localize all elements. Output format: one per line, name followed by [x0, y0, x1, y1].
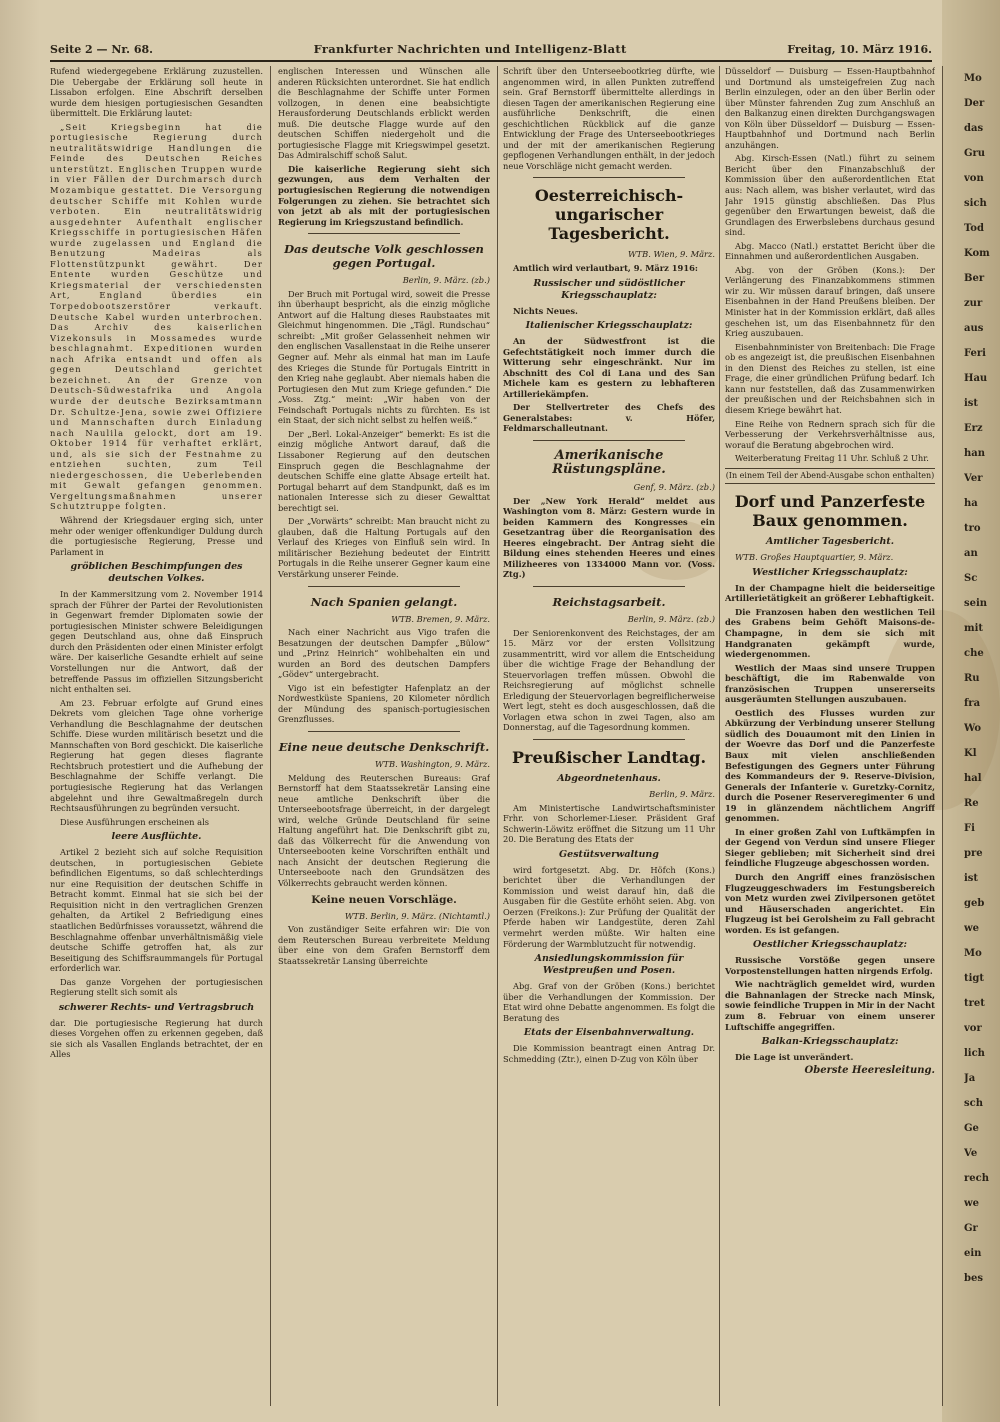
article-separator	[533, 586, 685, 587]
subheading: gröblichen Beschimpfungen des deutschen Volkes.	[70, 561, 243, 585]
paragraph: Westlich der Maas sind unsere Truppen beschäftigt, die im Rabenwalde von französischen Truppen unsererseits ausgeräumten Stellungen auszubauen.	[725, 662, 935, 705]
newspaper-title: Frankfurter Nachrichten und Intelligenz-Blatt	[313, 42, 627, 56]
article-headline: Amerikanische Rüstungspläne.	[552, 448, 666, 478]
paragraph: An der Südwestfront ist die Gefechtstätigkeit noch immer durch die Witterung sehr eingeschränkt. Nur im Abschnitt des Col di Lana und des San Michele kam es gestern zu lebhafteren Artilleriekämpfen.	[503, 336, 715, 399]
cutoff-line-fragment: Der	[964, 98, 985, 109]
paragraph: Rufend wiedergegebene Erklärung zuzustellen. Die Uebergabe der Erklärung soll heute in Lissabon erfolgen. Eine Abschrift derselben wurde dem hiesigen portugiesischen Gesandten übermittelt. Die Erklärung lautet:	[50, 66, 263, 119]
column-1	[50, 66, 263, 1406]
page-number: Seite 2 — Nr. 68.	[50, 42, 153, 56]
cutoff-line-fragment: han	[964, 448, 986, 459]
subheading: Gestütsverwaltung	[559, 848, 659, 860]
article-separator	[533, 177, 685, 178]
paragraph: Eisenbahnminister von Breitenbach: Die Frage ob es angezeigt ist, die preußischen Eisenbahnen in den Dienst des Reiches zu stellen, ist eine Frage, die einer gründlichen Prüfung bedarf. Ich kann nur feststellen, daß das Zusammenwirken der preußischen und der Reichsbahnen sich in diesem Kriege bewährt hat.	[725, 341, 935, 415]
cutoff-line-fragment: Fi	[964, 823, 975, 834]
cutoff-line-fragment: rech	[964, 1173, 989, 1184]
paragraph: Der Stellvertreter des Chefs des Generalstabes: v. Höfer, Feldmarschalleutnant.	[503, 402, 715, 434]
dateline: Berlin, 9. März. (zb.)	[627, 613, 715, 624]
cutoff-line-fragment: geb	[964, 898, 985, 909]
cutoff-line-fragment: Gr	[964, 1223, 978, 1234]
paragraph: „Seit Kriegsbeginn hat die portugiesische Regierung durch neutralitätswidrige Handlungen die Feinde des Deutschen Reiches unterstützt. Englischen Truppen wurde in vier Fällen der Durchmarsch durch Mozambique gestattet. Die Versorgung deutscher Schiffe mit Kohlen wurde verboten. Ein neutralitätswidrig ausgedehnter Aufenthalt englischer Kriegsschiffe in portugiesischen Häfen wurde zugelassen und England die Benutzung Madeiras als Flottenstützpunkt gewährt. Der Entente wurden Geschütze und Kriegsmaterial der verschiedensten Art, England überdies ein Torpedobootszerstörer verkauft. Deutsche Kabel wurden unterbrochen. Das Archiv des kaiserlichen Vizekonsuls in Mossamedes wurde beschlagnahmt. Expeditionen wurden nach Afrika entsandt und offen als gegen Deutschland gerichtet bezeichnet. An der Grenze von Deutsch-Südwestafrika und Angola wurde der deutsche Bezirksamtmann Dr. Schultze-Jena, sowie zwei Offiziere und Mannschaften durch Einladung nach Naulila gelockt, dort am 19. Oktober 1914 für verhaftet erklärt, und, als sie sich der Festnahme zu entziehen suchten, zum Teil niedergeschossen, die Ueberlebenden mit Gewalt gefangen genommen. Vergeltungsmaßnahmen unserer Schutztruppe folgten.	[50, 121, 263, 512]
paragraph: Durch den Angriff eines französischen Flugzeuggeschwaders im Festungsbereich von Metz wurden zwei Zivilpersonen getötet und Häuserschaden angerichtet. Ein Flugzeug ist bei Gerolsheim zu Fall gebracht worden. Es ist gefangen.	[725, 872, 935, 935]
cutoff-line-fragment: Ver	[964, 473, 983, 484]
paragraph: englischen Interessen und Wünschen alle anderen Rücksichten unterordnet. Sie hat endlich die Beschlagnahme der Schiffe unter Formen vollzogen, in denen eine beabsichtigte Herausforderung Deutschlands erblickt werden muß. Die deutsche Flagge wurde auf den deutschen Schiffen niedergeholt und die portugiesische Flagge mit Kriegswimpel gesetzt. Das Admiralschiff schoß Salut.	[278, 66, 490, 161]
dateline: WTB. Wien, 9. März.	[628, 249, 715, 260]
cutoff-line-fragment: tro	[964, 523, 981, 534]
cutoff-line-fragment: das	[964, 123, 984, 134]
subheading: Ansiedlungskommission für Westpreußen und Posen.	[534, 953, 684, 977]
column-divider	[270, 66, 271, 1406]
article-separator	[533, 739, 685, 740]
dateline: WTB. Washington, 9. März.	[374, 758, 490, 769]
paragraph: Nichts Neues.	[513, 305, 578, 316]
subheading: Oestlicher Kriegsschauplatz:	[752, 939, 908, 951]
cutoff-line-fragment: lich	[964, 1048, 985, 1059]
paragraph: dar. Die portugiesische Regierung hat durch dieses Vorgehen offen zu erkennen gegeben, daß sie sich als Vasallen Englands betrachtet, der en Alles	[50, 1017, 263, 1060]
cutoff-line-fragment: Mo	[964, 948, 982, 959]
cutoff-line-fragment: Kom	[964, 248, 990, 259]
issue-date: Freitag, 10. März 1916.	[787, 42, 932, 56]
paragraph: Die Kommission beantragt einen Antrag Dr. Schmedding (Ztr.), einen D-Zug von Köln über	[503, 1043, 715, 1064]
article-separator	[308, 586, 460, 587]
signature: Oberste Heeresleitung.	[804, 1064, 935, 1076]
paragraph: Am Ministertische Landwirtschaftsminister Frhr. von Schorlemer-Lieser. Präsident Graf Schwerin-Löwitz eröffnet die Sitzung um 11 Uhr 20. Die Beratung des Etats der	[503, 802, 715, 845]
dateline: WTB. Berlin, 9. März. (Nichtamtl.)	[344, 910, 490, 921]
subheading: Abgeordnetenhaus.	[557, 772, 661, 784]
column-divider	[497, 66, 498, 1406]
cutoff-line-fragment: Ge	[964, 1123, 979, 1134]
paragraph: Düsseldorf — Duisburg — Essen-Hauptbahnhof und Dortmund als umsteigefreien Zug nach Berlin einzulegen, oder an den über Berlin oder über Münster fahrenden Zug zum Anschluß an den Balkanzug einen direkten Durchgangswagen von Köln über Düsseldorf — Duisburg — Essen-Hauptbahnhof und Dortmund nach Berlin anzuhängen.	[725, 66, 935, 150]
cutoff-line-fragment: ist	[964, 398, 979, 409]
column-4	[725, 66, 935, 1406]
subheading: leere Ausflüchte.	[111, 831, 202, 843]
article-headline: Dorf und Panzerfeste Baux genommen.	[734, 492, 926, 531]
dateline: WTB. Großes Hauptquartier, 9. März.	[735, 552, 894, 563]
paragraph: Weiterberatung Freitag 11 Uhr. Schluß 2 Uhr.	[735, 453, 929, 464]
cutoff-line-fragment: Ru	[964, 673, 980, 684]
dateline: WTB. Bremen, 9. März.	[391, 613, 490, 624]
cutoff-line-fragment: pre	[964, 848, 983, 859]
paragraph: In der Champagne hielt die beiderseitige Artillerietätigkeit an größerer Lebhaftigkeit.	[725, 582, 935, 604]
article-separator	[308, 233, 460, 234]
cutoff-line-fragment: hal	[964, 773, 982, 784]
cutoff-line-fragment: we	[964, 923, 979, 934]
paragraph: Abg. Kirsch-Essen (Natl.) führt zu seinem Bericht über den Finanzabschluß der Kommission über den außerordentlichen Etat aus: Nach allem, was bisher verlautet, wird das Jahr 1915 günstig abschließen. Das Plus gegenüber den Erwartungen beweist, daß die Grundlagen des Erwerbslebens durchaus gesund sind.	[725, 153, 935, 238]
article-headline: Reichstagsarbeit.	[552, 594, 666, 609]
paragraph: Der „Berl. Lokal-Anzeiger“ bemerkt: Es ist die einzig mögliche Antwort darauf, daß die Lissaboner Regierung auf den deutschen Einspruch gegen die Beschlagnahme der deutschen Schiffe eine glatte Absage erteilt hat. Portugal beharrt auf dem Standpunkt, daß es im nationalen Interesse sich zu dieser Gewalttat berechtigt sei.	[278, 428, 490, 513]
paragraph: Abg. Macco (Natl.) erstattet Bericht über die Einnahmen und außerordentlichen Ausgaben.	[725, 240, 935, 262]
paragraph: Der „New York Herald“ meldet aus Washington vom 8. März: Gestern wurde in beiden Kammern des Kongresses ein Gesetzantrag über die Reorganisation des Heeres eingebracht. Der Antrag sieht die Bildung eines stehenden Heeres und eines Milizheeres von 1334000 Mann vor. (Voss. Ztg.)	[503, 495, 715, 580]
paragraph: Russische Vorstöße gegen unsere Vorpostenstellungen hatten nirgends Erfolg.	[725, 955, 935, 976]
paragraph: In der Kammersitzung vom 2. November 1914 sprach der Führer der Partei der Revolutionisten in Gegenwart fremder Diplomaten sowie der portugiesischen Minister schwere Beleidigungen gegen Deutschland aus, ohne daß Einspruch durch den Präsidenten oder einen Minister erfolgt wäre. Der kaiserliche Gesandte erhielt auf seine Vorstellungen nur die Antwort, daß der betreffende Passus im offiziellen Sitzungsbericht nicht enthalten sei.	[50, 589, 263, 695]
cutoff-line-fragment: Re	[964, 798, 979, 809]
article-headline: Das deutsche Volk geschlossen gegen Portugal.	[284, 242, 484, 271]
cutoff-line-fragment: sein	[964, 598, 988, 609]
cutoff-line-fragment: von	[964, 173, 984, 184]
cutoff-line-fragment: Tod	[964, 223, 984, 234]
column-divider	[719, 66, 720, 1406]
cutoff-line-fragment: sch	[964, 1098, 983, 1109]
article-headline: Eine neue deutsche Denkschrift.	[278, 739, 490, 754]
paragraph: Oestlich des Flusses wurden zur Abkürzung der Verbindung unserer Stellung südlich des Douaumont mit den Linien in der Woevre das Dorf und die Panzerfeste Baux mit vielen anschließenden Befestigungen des Gegners unter Führung des Kommandeurs der 9. Reserve-Division, Generals der Infanterie v. Guretzky-Cornitz, durch die Posener Reserveregimenter 6 und 19 in glänzendem nächtlichem Angriff genommen.	[725, 707, 935, 824]
paragraph: Die Franzosen haben den westlichen Teil des Grabens beim Gehöft Maisons-de-Champagne, in dem sie sich mit Handgranaten gekämpft wurde, wiedergenommen.	[725, 606, 935, 660]
subheading: Amtlicher Tagesbericht.	[765, 536, 895, 548]
article-headline: Keine neuen Vorschläge.	[311, 893, 457, 906]
cutoff-line-fragment: Ja	[964, 1073, 976, 1084]
paragraph: Diese Ausführungen erscheinen als	[60, 816, 210, 827]
cutoff-line-fragment: sich	[964, 198, 987, 209]
subheading: Italienischer Kriegsschauplatz:	[525, 320, 693, 332]
cutoff-line-fragment: tret	[964, 998, 985, 1009]
cutoff-line-fragment: bes	[964, 1273, 983, 1284]
cutoff-line-fragment: Feri	[964, 348, 986, 359]
paragraph: Abg. Graf von der Gröben (Kons.) berichtet über die Verhandlungen der Kommission. Der Etat wird ohne Debatte angenommen. Es folgt die Beratung des	[503, 981, 715, 1023]
paragraph: Meldung des Reuterschen Bureaus: Graf Bernstorff hat dem Staatssekretär Lansing eine neue amtliche Denkschrift über die Unterseebootsfrage überreicht, in der dargelegt wird, welche Gründe Deutschland für seine Haltung angeführt hat. Die Denkschrift gibt zu, daß das Völkerrecht für die Anwendung von Unterseebooten keine Vorschriften enthält und nach Ansicht der deutschen Regierung die Unterseeboote nach den Grundsätzen des Völkerrechts gebraucht werden können.	[278, 772, 490, 888]
paragraph: Am 23. Februar erfolgte auf Grund eines Dekrets vom gleichen Tage ohne vorherige Verhandlung die Beschlagnahme der deutschen Schiffe. Diese wurden militärisch besetzt und die Mannschaften von Bord geschickt. Die kaiserliche Regierung hat gegen dieses flagrante Rechtsbruch protestiert und die Aufhebung der Beschlagnahme der Schiffe verlangt. Die portugiesische Regierung hat das Verlangen abgelehnt und ihre Gewaltmaßregeln durch Rechtsausführungen zu begründen versucht.	[50, 697, 263, 814]
cutoff-line-fragment: ist	[964, 873, 979, 884]
cutoff-line-fragment: Ber	[964, 273, 985, 284]
cutoff-line-fragment: aus	[964, 323, 984, 334]
paragraph: In einer großen Zahl von Luftkämpfen in der Gegend von Verdun sind unsere Flieger Sieger geblieben; mit Sicherheit sind drei feindliche Flugzeuge abgeschossen worden.	[725, 826, 935, 869]
paragraph: Eine Reihe von Rednern sprach sich für die Verbesserung der Verkehrsverhältnisse aus, worauf die Beratung abgebrochen wird.	[725, 418, 935, 450]
paragraph: Während der Kriegsdauer erging sich, unter mehr oder weniger offenkundiger Duldung durch die portugiesische Regierung, Presse und Parlament in	[50, 514, 263, 557]
cutoff-line-fragment: Mo	[964, 73, 982, 84]
column-divider	[942, 66, 943, 1406]
cutoff-line-fragment: Erz	[964, 423, 983, 434]
subheading: schwerer Rechts- und Vertragsbruch	[58, 1001, 255, 1013]
cutoff-line-fragment: che	[964, 648, 984, 659]
cutoff-line-fragment: an	[964, 548, 978, 559]
paragraph: Die Lage ist unverändert.	[735, 1052, 854, 1063]
dateline: Genf, 9. März. (zb.)	[633, 482, 715, 493]
column-2	[278, 66, 490, 1406]
cutoff-line-fragment: ha	[964, 498, 978, 509]
dateline: Berlin, 9. März.	[649, 788, 715, 799]
paragraph: Der Bruch mit Portugal wird, soweit die Presse ihn überhaupt bespricht, als die einzig mögliche Antwort auf die Haltung dieses Raubstaates mit Gleichmut hingenommen. Die „Tägl. Rundschau“ schreibt: „Mit großer Gelassenheit nehmen wir den englischen Vasallenstaat in die Reihe unserer Gegner auf. Mehr als einmal hat man im Laufe des Krieges die Stunde für Portugals Eintritt in den Krieg nahe geglaubt. Aber niemals haben die Portugiesen den Mut zum Kriege gefunden.“ Die „Voss. Ztg.“ meint: „Wir haben von der Feindschaft Portugals nichts zu fürchten. Es ist ein Staat, der sich nicht selbst zu helfen weiß.“	[278, 288, 490, 426]
column-3	[503, 66, 715, 1406]
paragraph: Wie nachträglich gemeldet wird, wurden die Bahnanlagen der Strecke nach Minsk, sowie feindliche Truppen in Mir in der Nacht zum 8. Februar von einem unserer Luftschiffe angegriffen.	[725, 979, 935, 1032]
subheading: Westlicher Kriegsschauplatz:	[752, 566, 908, 578]
paragraph: Der „Vorwärts“ schreibt: Man braucht nicht zu glauben, daß die Haltung Portugals auf den Verlauf des Krieges von Einfluß sein wird. In militärischer Beziehung bedeutet der Eintritt Portugals in die Reihe unserer Gegner kaum eine Verstärkung unserer Feinde.	[278, 516, 490, 579]
cutoff-line-fragment: Ve	[964, 1148, 978, 1159]
masthead	[50, 40, 932, 58]
article-headline: Oesterreichisch-ungarischer Tagesbericht.	[534, 186, 684, 244]
paragraph: Nach einer Nachricht aus Vigo trafen die Besatzungen der deutschen Dampfer „Bülow“ und „Prinz Heinrich“ wohlbehalten ein und wurden an Bord des deutschen Dampfers „Gödev“ untergebracht.	[278, 627, 490, 680]
cutoff-line-fragment: Hau	[964, 373, 988, 384]
paragraph: Vigo ist ein befestigter Hafenplatz an der Nordwestküste Spaniens, 20 Kilometer nördlich der Mündung des spanisch-portugiesischen Grenzflusses.	[278, 682, 490, 725]
cutoff-line-fragment: we	[964, 1198, 979, 1209]
subheading: Balkan-Kriegsschauplatz:	[761, 1036, 899, 1048]
edition-note: (In einem Teil der Abend-Ausgabe schon enthalten)	[725, 468, 935, 485]
article-separator	[308, 731, 460, 732]
masthead-rule	[50, 60, 932, 62]
cutoff-line-fragment: ein	[964, 1248, 982, 1259]
subheading: Etats der Eisenbahnverwaltung.	[523, 1027, 695, 1039]
paragraph: Abg. von der Gröben (Kons.): Der Verlängerung des Finanzabkommens stimmen wir zu. Wir müssen darauf bringen, daß unsere Eisenbahnen in der Hand Preußens bleiben. Der Minister hat in der Kommission erklärt, daß alles geschehen ist, um das Eisenbahnnetz für den Krieg auszubauen.	[725, 264, 935, 339]
cutoff-line-fragment: Sc	[964, 573, 978, 584]
dateline: Berlin, 9. März. (zb.)	[402, 275, 490, 286]
paragraph: Von zuständiger Seite erfahren wir: Die von dem Reuterschen Bureau verbreitete Meldung über eine von dem Grafen Bernstorff dem Staatssekretär Lansing überreichte	[278, 924, 490, 966]
paragraph: Der Seniorenkonvent des Reichstages, der am 15. März vor der ersten Vollsitzung zusammentritt, wird vor allem die Entscheidung über die wichtige Frage der Behandlung der Steuervorlagen treffen müssen. Obwohl die Reichsregierung auf möglichst schnelle Erledigung der Steuervorlagen begreiflicherweise Wert legt, steht es doch ausgeschlossen, daß die Vorlagen etwa schon in zwei Tagen, also am Donnerstag, auf die Tagesordnung kommen.	[503, 627, 715, 733]
cutoff-line-fragment: vor	[964, 1023, 982, 1034]
paragraph: Schrift über den Unterseebootkrieg dürfte, wie angenommen wird, in allen Punkten zutreffend sein. Graf Bernstorff übermittelte allerdings in diesen Tagen der amerikanischen Regierung eine ausführliche Denkschrift, die einen geschichtlichen Rückblick auf die ganze Entwicklung der Frage des Unterseebootkrieges und der mit der amerikanischen Regierung gepflogenen Verhandlungen enthält, in der jedoch neue Vorschläge nicht gemacht werden.	[503, 66, 715, 171]
article-headline: Preußischer Landtag.	[511, 747, 707, 767]
article-separator	[533, 440, 685, 441]
cutoff-line-fragment: fra	[964, 698, 981, 709]
cutoff-line-fragment: Kl	[964, 748, 977, 759]
subheading: Russischer und südöstlicher Kriegsschauplatz:	[533, 277, 685, 301]
paragraph: Amtlich wird verlautbart, 9. März 1916:	[513, 263, 698, 274]
cutoff-line-fragment: tigt	[964, 973, 985, 984]
column-5-cutoff	[964, 66, 1000, 1406]
paragraph: Das ganze Vorgehen der portugiesischen Regierung stellt sich somit als	[50, 976, 263, 998]
cutoff-line-fragment: Wo	[964, 723, 982, 734]
cutoff-line-fragment: zur	[964, 298, 983, 309]
paragraph: Artikel 2 bezieht sich auf solche Requisition deutschen, in portugiesischen Gebiete befindlichen Eigentums, so daß schlechterdings nur eine Requisition der deutschen Schiffe in Betracht kommt. Einmal hat sie sich bei der Requisition nicht in den vertraglichen Grenzen gehalten, da Artikel 2 Befriedigung eines staatlichen Bedürfnisses voraussetzt, während die Beschlagnahme offenbar unverhältnismäßig viele deutsche Schiffe getroffen hat, als zur Beseitigung des Schiffsraummangels für Portugal erforderlich war.	[50, 847, 263, 974]
article-headline: Nach Spanien gelangt.	[310, 594, 458, 609]
cutoff-line-fragment: mit	[964, 623, 983, 634]
paragraph: Die kaiserliche Regierung sieht sich gezwungen, aus dem Verhalten der portugiesischen Regierung die notwendigen Folgerungen zu ziehen. Sie betrachtet sich von jetzt ab als mit der portugiesischen Regierung im Kriegszustand befindlich.	[278, 163, 490, 227]
cutoff-line-fragment: Gru	[964, 148, 986, 159]
paragraph: wird fortgesetzt. Abg. Dr. Höfch (Kons.) berichtet über die Verhandlungen der Kommission und weist darauf hin, daß die Ausgaben für die Gestüte erhöht seien. Abg. von Oerzen (Freikons.): Zur Prüfung der Qualität der Pferde haben wir Landgestüte, deren Zahl vermehrt werden müßte. Wir halten eine Förderung der Warmblutzucht für notwendig.	[503, 864, 715, 949]
